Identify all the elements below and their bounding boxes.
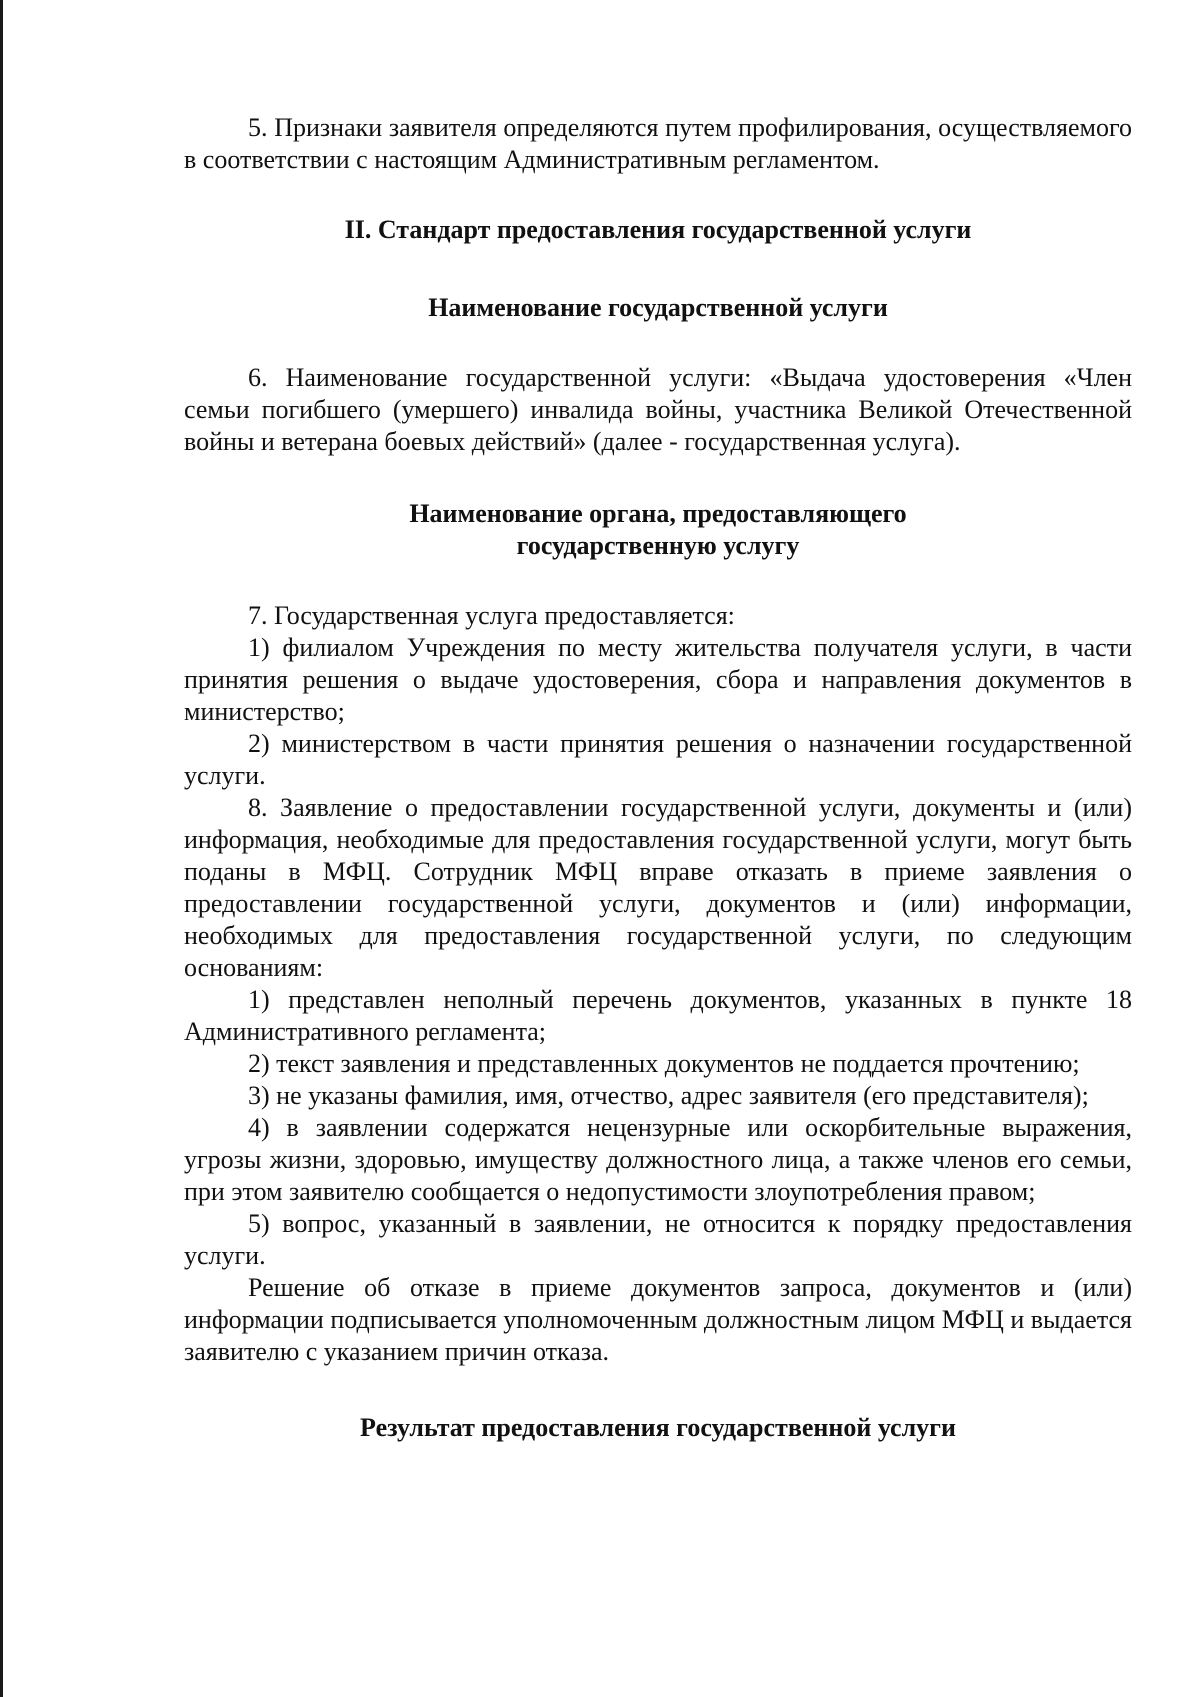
heading-providing-body xyxy=(184,498,1132,562)
heading-result: Результат предоставления государственной услуги xyxy=(360,1413,956,1442)
heading-service-name: Наименование государственной услуги xyxy=(428,293,888,322)
paragraph-8-item-5: 5) вопрос, указанный в заявлении, не относится к порядку предоставления услуги. xyxy=(184,1209,1132,1270)
heading-providing-body-line-1: Наименование органа, предоставляющего xyxy=(409,499,907,528)
paragraph-7-item-1: 1) филиалом Учреждения по месту жительства получателя услуги, в части принятия решения о выдаче удостоверения, сбора и направления документов в министерство; xyxy=(184,633,1132,726)
paragraph-8: 8. Заявление о предоставлении государственной услуги, документы и (или) информация, необходимые для предоставления государственной услуги, могут быть поданы в МФЦ. Сотрудник МФЦ вправе отказать в приеме заявления о предоставлении государственной услуги, документов и (или) информации, необходимых для предоставления государственной услуги, по следующим основаниям: xyxy=(184,793,1132,982)
section-title: II. Стандарт предоставления государственной услуги xyxy=(344,215,972,244)
paragraph-7: 7. Государственная услуга предоставляется: xyxy=(248,601,735,630)
paragraph-refusal: Решение об отказе в приеме документов запроса, документов и (или) информации подписывается уполномоченным должностным лицом МФЦ и выдается заявителю с указанием причин отказа. xyxy=(184,1273,1132,1366)
document-body xyxy=(184,112,1132,1444)
heading-providing-body-line-2: государственную услугу xyxy=(516,531,800,560)
scan-edge xyxy=(0,0,3,1697)
paragraph-6: 6. Наименование государственной услуги: «Выдача удостоверения «Член семьи погибшего (умершего) инвалида войны, участника Великой Отечественной войны и ветерана боевых действий» (далее - государственная услуга). xyxy=(184,363,1132,456)
paragraph-7-item-2: 2) министерством в части принятия решения о назначении государственной услуги. xyxy=(184,729,1132,790)
paragraph-8-item-1: 1) представлен неполный перечень документов, указанных в пункте 18 Административного регламента; xyxy=(184,985,1132,1046)
paragraph-8-item-4: 4) в заявлении содержатся нецензурные или оскорбительные выражения, угрозы жизни, здоровью, имуществу должностного лица, а также членов его семьи, при этом заявителю сообщается о недопустимости злоупотребления правом; xyxy=(184,1113,1132,1206)
paragraph-5: 5. Признаки заявителя определяются путем профилирования, осуществляемого в соответствии с настоящим Административным регламентом. xyxy=(184,113,1132,174)
paragraph-8-item-3: 3) не указаны фамилия, имя, отчество, адрес заявителя (его представителя); xyxy=(248,1081,1089,1110)
paragraph-8-item-2: 2) текст заявления и представленных документов не поддается прочтению; xyxy=(248,1049,1080,1078)
